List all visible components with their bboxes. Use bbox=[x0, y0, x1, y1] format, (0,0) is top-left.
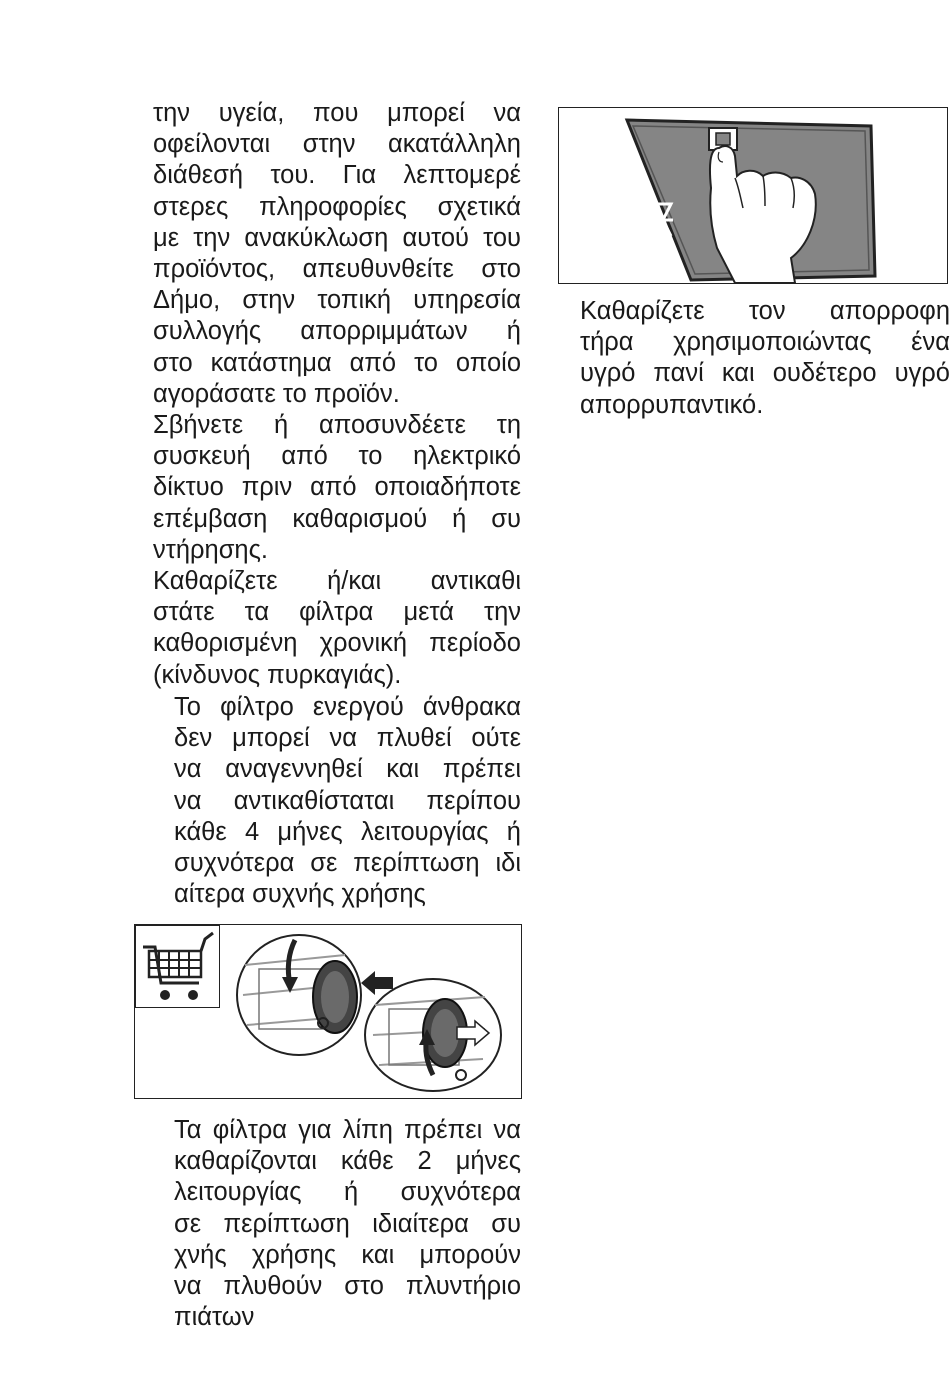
text-line: συλλογής απορριμμάτων ή bbox=[153, 317, 521, 346]
text-line: καθορισμένη χρονική περίοδο bbox=[153, 629, 521, 658]
replace-filters-paragraph bbox=[153, 566, 521, 691]
grease-filter-figure bbox=[558, 107, 948, 284]
grease-filter-paragraph bbox=[174, 1115, 521, 1333]
text-line: καθαρίζονται κάθε 2 μήνες bbox=[174, 1147, 521, 1176]
text-line: απορρυπαντικό. bbox=[580, 390, 764, 419]
text-line: δεν μπορεί να πλυθεί ούτε bbox=[174, 724, 521, 753]
text-line: ντήρησης. bbox=[153, 535, 268, 564]
clean-hood-paragraph bbox=[580, 296, 950, 421]
text-line: Καθαρίζετε ή/και αντικαθι bbox=[153, 567, 521, 595]
text-line: στερες πληροφορίες σχετικά bbox=[153, 192, 521, 221]
text-line: αγοράσατε το προϊόν. bbox=[153, 379, 400, 408]
text-line: διάθεσή του. Για λεπτομερέ bbox=[153, 161, 521, 190]
text-line: με την ανακύκλωση αυτού του bbox=[153, 223, 521, 252]
text-line: πιάτων bbox=[174, 1303, 255, 1332]
text-line: κάθε 4 μήνες λειτουργίας ή bbox=[174, 817, 521, 846]
text-line: λειτουργίας ή συχνότερα bbox=[174, 1178, 521, 1207]
text-line: να αναγεννηθεί και πρέπει bbox=[174, 755, 521, 784]
text-line: οφείλονται στην ακατάλληλη bbox=[153, 130, 521, 159]
carbon-filter-install-icon bbox=[365, 979, 501, 1091]
carbon-filter-figure bbox=[134, 924, 522, 1099]
text-line: να πλυθούν στο πλυντήριο bbox=[174, 1272, 521, 1301]
text-line: Τα φίλτρα για λίπη πρέπει να bbox=[174, 1116, 521, 1144]
disposal-paragraph bbox=[153, 98, 521, 410]
text-line: υγρό πανί και ουδέτερο υγρό bbox=[580, 359, 950, 388]
text-line: την υγεία, που μπορεί να bbox=[153, 99, 521, 127]
text-line: Δήμο, στην τοπική υπηρεσία bbox=[153, 286, 521, 315]
text-line: Το φίλτρο ενεργού άνθρακα bbox=[174, 693, 521, 721]
switch-off-paragraph bbox=[153, 410, 521, 566]
text-line: στάτε τα φίλτρα μετά την bbox=[153, 598, 521, 627]
text-line: σε περίπτωση ιδιαίτερα συ bbox=[174, 1209, 521, 1238]
text-line: χνής χρήσης και μπορούν bbox=[174, 1240, 521, 1269]
text-line: αίτερα συχνής χρήσης bbox=[174, 880, 426, 909]
shopping-cart-icon bbox=[136, 926, 220, 1008]
carbon-filter-paragraph bbox=[174, 692, 521, 910]
text-line: συσκευή από το ηλεκτρικό bbox=[153, 442, 521, 471]
text-line: προϊόντος, απευθυνθείτε στο bbox=[153, 255, 521, 284]
text-line: Καθαρίζετε τον απορροφη bbox=[580, 297, 950, 325]
text-line: να αντικαθίσταται περίπου bbox=[174, 786, 521, 815]
text-line: δίκτυο πριν από οποιαδήποτε bbox=[153, 473, 521, 502]
text-line: επέμβαση καθαρισμού ή συ bbox=[153, 504, 521, 533]
text-line: τήρα χρησιμοποιώντας ένα bbox=[580, 328, 950, 357]
text-line: Σβήνετε ή αποσυνδέετε τη bbox=[153, 411, 521, 439]
text-line: στο κατάστημα από το οποίο bbox=[153, 348, 521, 377]
text-line: (κίνδυνος πυρκαγιάς). bbox=[153, 660, 402, 689]
text-line: συχνότερα σε περίπτωση ιδι bbox=[174, 849, 521, 878]
hand-pulling-filter-icon bbox=[559, 108, 947, 283]
